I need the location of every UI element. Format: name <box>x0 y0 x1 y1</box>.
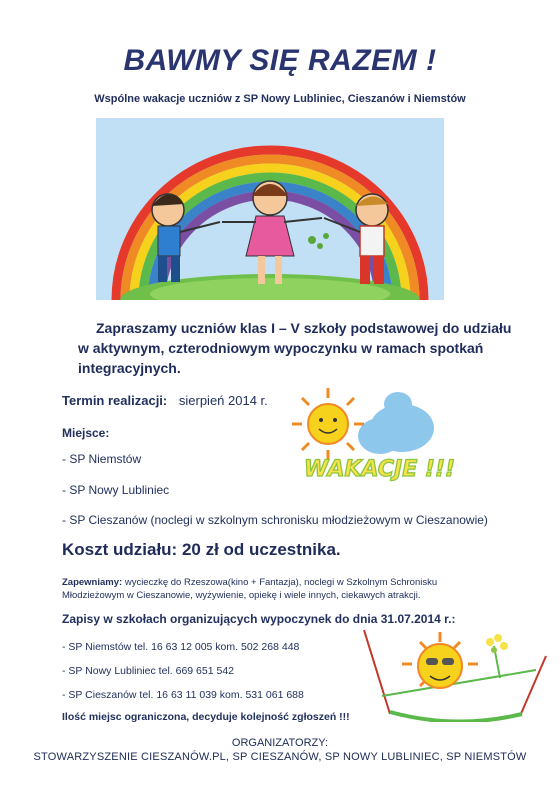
guarantee-line-2: Młodzieżowym w Cieszanowie, wyżywienie, opiekę i wiele innych, ciekawych atrakcji. <box>62 590 421 601</box>
poster-title: BAWMY SIĘ RAZEM ! <box>123 44 437 77</box>
contact-item: - SP Nowy Lubliniec tel. 669 651 542 <box>62 665 234 677</box>
sun-hammock-illustration <box>360 626 550 722</box>
cost-line: Koszt udziału: 20 zł od uczestnika. <box>62 540 341 559</box>
rainbow-kids-illustration <box>96 118 444 300</box>
intro-line-1: Zapraszamy uczniów klas I – V szkoły podstawowej do udziału <box>96 320 512 336</box>
contact-item: - SP Cieszanów tel. 16 63 11 039 kom. 531 061 688 <box>62 689 304 701</box>
place-item: - SP Nowy Lubliniec <box>62 483 170 497</box>
organizers-label: ORGANIZATORZY: <box>231 737 329 749</box>
flower-bouquet-icon <box>486 634 508 678</box>
place-item: - SP Cieszanów (noclegi w szkolnym schronisku młodzieżowym w Cieszanowie) <box>62 513 488 527</box>
term-value: sierpień 2014 r. <box>178 393 268 408</box>
intro-paragraph <box>78 318 518 378</box>
guarantee-line-1: wycieczkę do Rzeszowa(kino + Fantazja), noclegi w Szkolnym Schronisku <box>122 577 438 588</box>
poster-subtitle: Wspólne wakacje uczniów z SP Nowy Lubliniec, Cieszanów i Niemstów <box>94 93 466 105</box>
intro-line-2: w aktywnym, czterodniowym wypoczynku w ramach spotkań <box>78 340 484 356</box>
sun-icon <box>292 388 364 460</box>
signup-line: Zapisy w szkołach organizujących wypoczynek do dnia 31.07.2014 r.: <box>62 612 456 626</box>
limited-places-note: Ilość miejsc ograniczona, decyduje kolejność zgłoszeń !!! <box>62 711 350 723</box>
places-label: Miejsce: <box>62 426 110 440</box>
sun-with-sunglasses-icon <box>402 632 478 688</box>
term-line <box>62 393 268 408</box>
place-item: - SP Niemstów <box>62 452 142 466</box>
intro-line-3: integracyjnych. <box>78 360 181 376</box>
guarantee-label: Zapewniamy: <box>62 577 123 588</box>
organizers-list: STOWARZYSZENIE CIESZANÓW.PL, SP CIESZANÓW, SP NOWY LUBLINIEC, SP NIEMSTÓW <box>33 751 527 763</box>
contact-item: - SP Niemstów tel. 16 63 12 005 kom. 502 268 448 <box>62 641 300 653</box>
guarantee-paragraph <box>62 576 512 602</box>
term-label: Termin realizacji: <box>62 393 168 408</box>
badge-text: WAKACJE !!! <box>304 457 456 482</box>
sun-cloud-badge <box>290 384 498 494</box>
cloud-icon <box>358 392 434 454</box>
